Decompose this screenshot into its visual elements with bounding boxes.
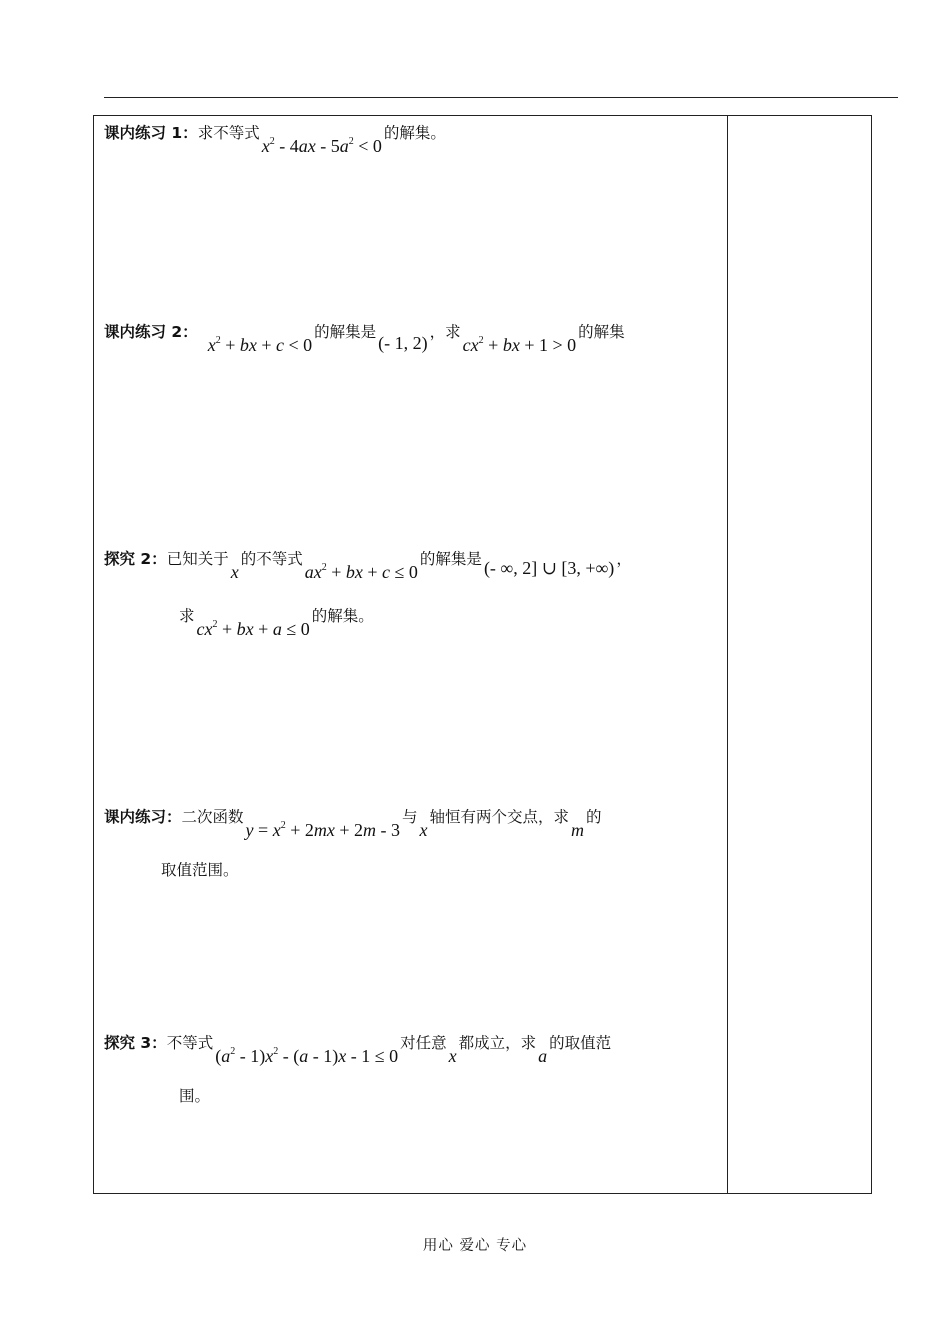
page-footer: 用心 爱心 专心 — [422, 1238, 528, 1254]
exercise-3-text-1: 与 — [402, 808, 418, 826]
exercise-1 — [104, 122, 446, 156]
explore-2-label: 探究 2： — [104, 550, 167, 568]
exercise-2-suffix: 的解集 — [578, 323, 625, 341]
explore-3-prefix: 不等式 — [166, 1034, 214, 1052]
explore-2-inequality-1: $ax^2$ + bx + c ≤ 0 — [304, 562, 418, 582]
explore-3-suffix: 的取值范 — [549, 1034, 612, 1052]
exercise-2 — [104, 321, 625, 355]
explore-3-line2: 围。 — [179, 1087, 211, 1105]
exercise-2-inequality-2: $cx^2$ + bx + 1 > 0 — [462, 335, 577, 355]
exercise-1-suffix: 的解集。 — [383, 124, 446, 142]
exercise-2-label: 课内练习 2： — [104, 323, 198, 341]
explore-3 — [104, 1032, 612, 1066]
exercise-2-text-2: ，求 — [429, 323, 461, 341]
explore-3-inequality: $(a^2 - 1)x^2 - (a - 1)x - 1 \le 0$ — [215, 1046, 399, 1066]
explore-2-var-x: x — [230, 562, 239, 582]
explore-2-inequality-2: $cx^2$ + bx + a ≤ 0 — [196, 619, 310, 639]
exercise-3-line-2 — [161, 860, 239, 880]
explore-3-text-2: 都成立，求 — [458, 1034, 537, 1052]
explore-2-line-2 — [179, 605, 374, 639]
explore-3-line-2 — [179, 1086, 210, 1106]
exercise-3-var-x: x — [419, 820, 428, 840]
explore-2-line2-suffix: 的解集。 — [311, 607, 374, 625]
exercise-3 — [104, 806, 602, 840]
exercise-1-inequality: $x^2 - 4ax - 5a^2 < 0$ — [261, 136, 382, 156]
explore-2-interval: (- ∞, 2] ∪ [3, +∞) — [483, 558, 615, 578]
explore-3-label: 探究 3： — [104, 1034, 167, 1052]
exercise-3-var-m: m — [571, 820, 585, 840]
exercise-2-inequality-1: $x^2$ + bx + c < 0 — [207, 335, 313, 355]
exercise-3-line2: 取值范围。 — [161, 861, 239, 879]
exercise-2-interval: (- 1, 2) — [378, 333, 428, 353]
header-rule — [104, 97, 898, 98]
exercise-3-text-2: 轴恒有两个交点，求 — [429, 808, 570, 826]
explore-2 — [104, 548, 632, 582]
explore-3-text-1: 对任意 — [400, 1034, 447, 1052]
explore-3-var-x: x — [448, 1046, 457, 1066]
notes-column-divider — [727, 115, 728, 1194]
explore-2-line2-prefix: 求 — [179, 607, 195, 625]
explore-3-var-a: a — [538, 1046, 548, 1066]
explore-2-comma: ， — [616, 550, 632, 568]
exercise-3-suffix: 的 — [586, 808, 602, 826]
explore-2-text-2: 的解集是 — [419, 550, 482, 568]
exercise-1-label: 课内练习 1： — [104, 124, 198, 142]
explore-2-prefix: 已知关于 — [166, 550, 229, 568]
exercise-2-text-1: 的解集是 — [314, 323, 377, 341]
exercise-3-label: 课内练习： — [104, 808, 182, 826]
exercise-1-prefix: 求不等式 — [197, 124, 260, 142]
exercise-3-function: $y = x^2 + 2mx + 2m - 3$ — [245, 820, 400, 840]
explore-2-text-1: 的不等式 — [240, 550, 303, 568]
exercise-3-prefix: 二次函数 — [181, 808, 244, 826]
